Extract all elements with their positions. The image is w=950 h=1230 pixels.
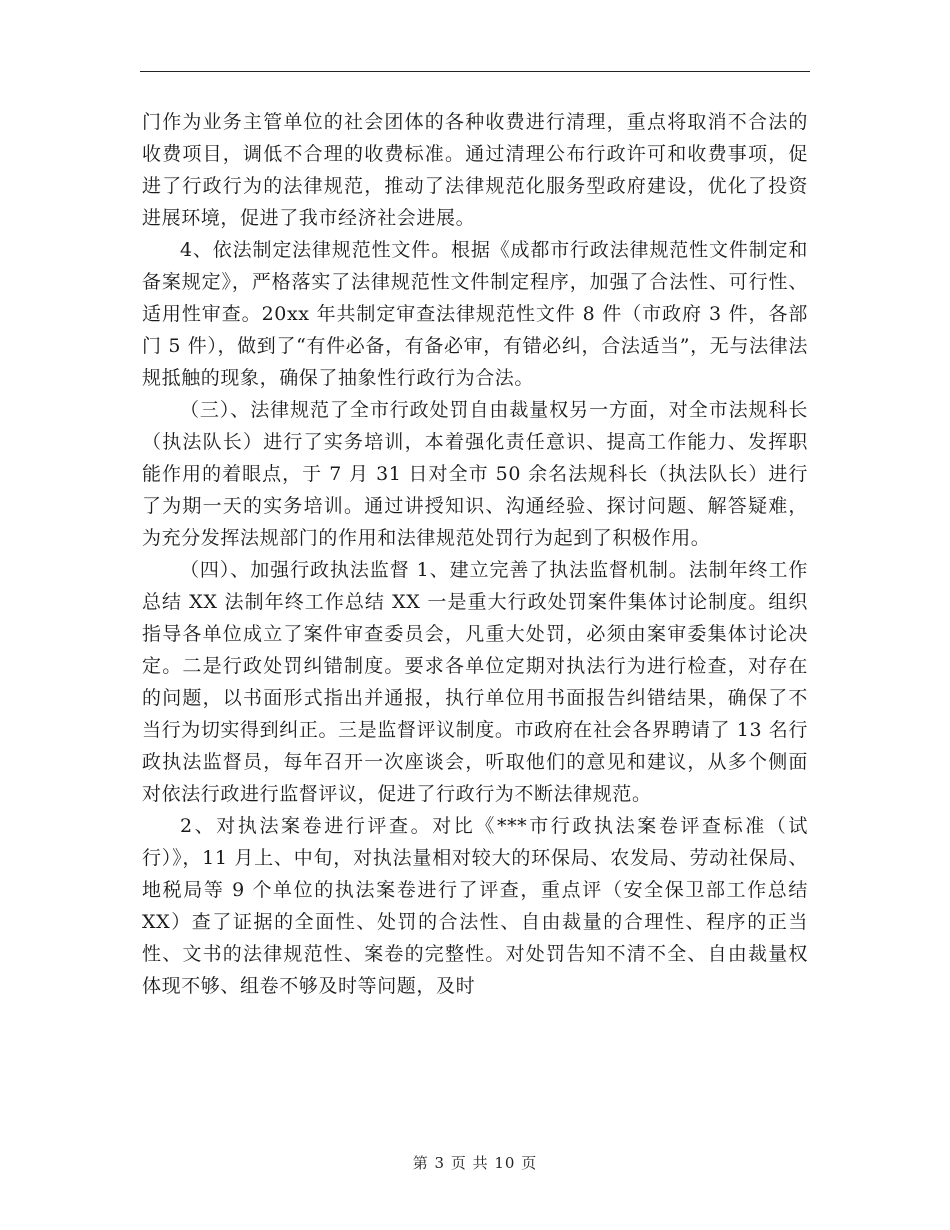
paragraph-2: 4、依法制定法律规范性文件。根据《成都市行政法律规范性文件制定和备案规定》，严格落实了法律规范性文件制定程序，加强了合法性、可行性、适用性审查。20xx 年共制定审查法律规范性文件 8 件（市政府 3 件，各部门 5 件），做到了“有件必备，有备必审，有错必纠，合法适当”，无与法律法规抵触的现象，确保了抽象性行政行为合法。 <box>142 239 808 389</box>
header-rule <box>140 71 810 72</box>
paragraph-1: 门作为业务主管单位的社会团体的各种收费进行清理，重点将取消不合法的收费项目，调低不合理的收费标准。通过清理公布行政许可和收费事项，促进了行政行为的法律规范，推动了法律规范化服务型政府建设，优化了投资进展环境，促进了我市经济社会进展。 <box>142 111 808 229</box>
paragraph-5: 2、对执法案卷进行评查。对比《***市行政执法案卷评查标准（试行）》，11 月上、中旬，对执法量相对较大的环保局、农发局、劳动社保局、地税局等 9 个单位的执法案卷进行了评查，重点评（安全保卫部工作总结 XX）查了证据的全面性、处罚的合法性、自由裁量的合理性、程序的正当性、文书的法律规范性、案卷的完整性。对处罚告知不清不全、自由裁量权体现不够、组卷不够及时等问题，及时 <box>142 815 808 997</box>
document-body <box>142 106 808 1002</box>
paragraph-3: （三）、法律规范了全市行政处罚自由裁量权另一方面，对全市法规科长（执法队长）进行了实务培训，本着强化责任意识、提高工作能力、发挥职能作用的着眼点，于 7 月 31 日对全市 50 余名法规科长（执法队长）进行了为期一天的实务培训。通过讲授知识、沟通经验、探讨问题、解答疑难，为充分发挥法规部门的作用和法律规范处罚行为起到了积极作用。 <box>142 399 808 549</box>
paragraph-4: （四）、加强行政执法监督 1、建立完善了执法监督机制。法制年终工作总结 XX 法制年终工作总结 XX 一是重大行政处罚案件集体讨论制度。组织指导各单位成立了案件审查委员会，凡重大处罚，必须由案审委集体讨论决定。二是行政处罚纠错制度。要求各单位定期对执法行为进行检查，对存在的问题，以书面形式指出并通报，执行单位用书面报告纠错结果，确保了不当行为切实得到纠正。三是监督评议制度。市政府在社会各界聘请了 13 名行政执法监督员，每年召开一次座谈会，听取他们的意见和建议，从多个侧面对依法行政进行监督评议，促进了行政行为不断法律规范。 <box>142 559 808 805</box>
page-number-footer: 第 3 页 共 10 页 <box>412 1154 538 1172</box>
